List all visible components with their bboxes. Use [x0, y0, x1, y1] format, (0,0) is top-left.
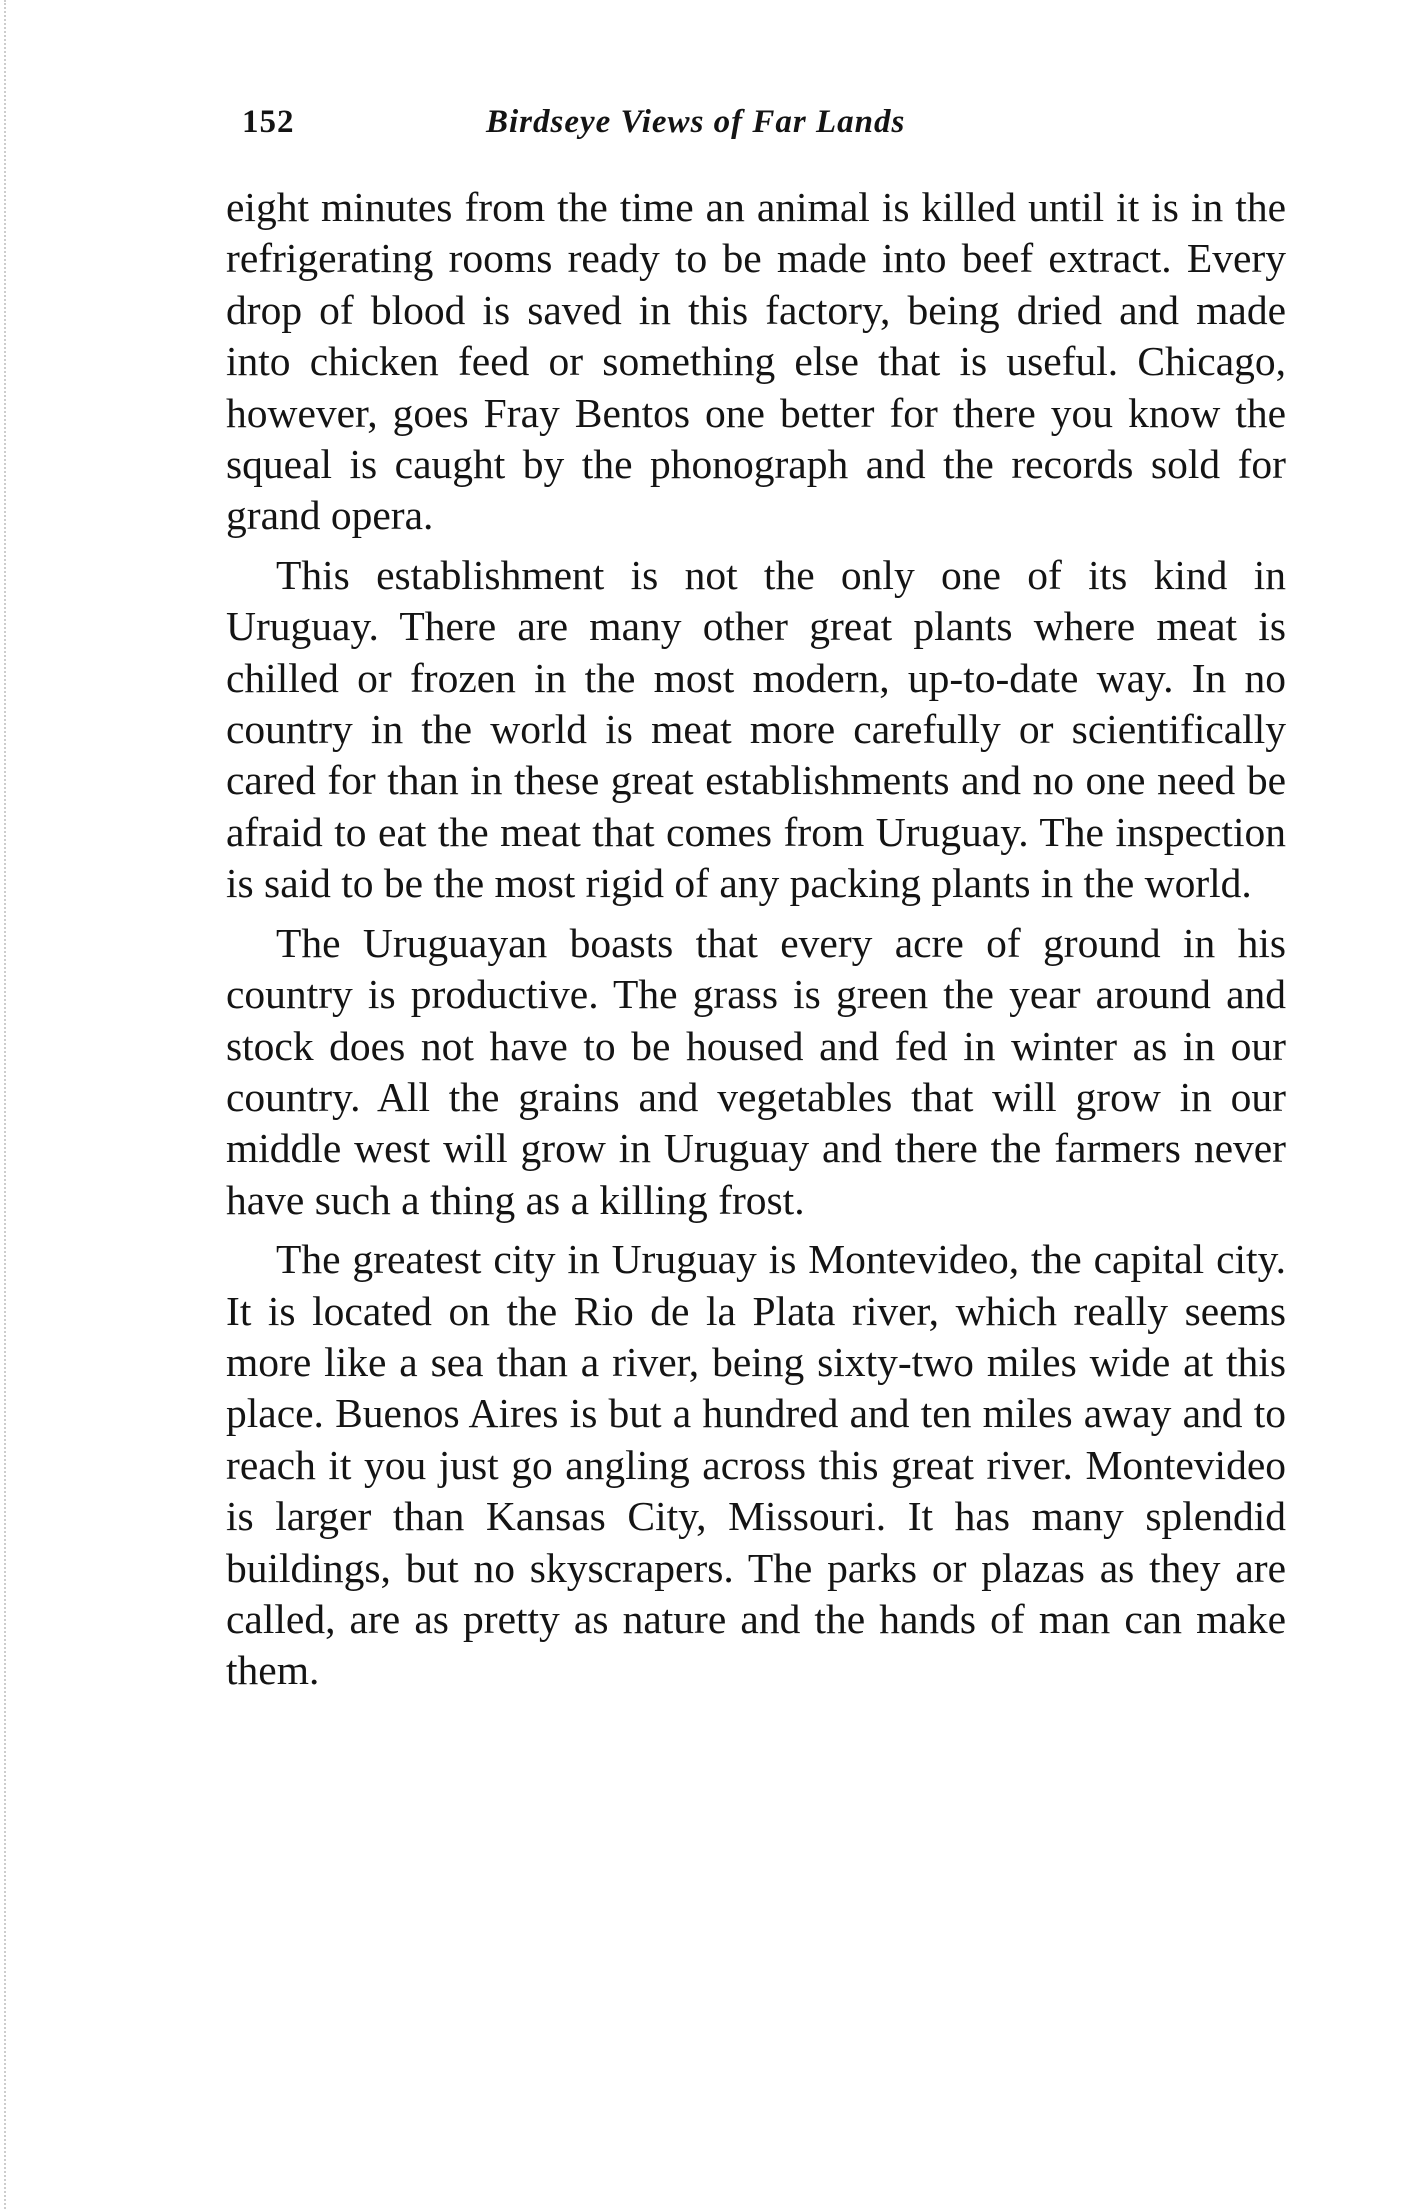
page-binding-edge: [4, 0, 8, 2209]
paragraph-1: eight minutes from the time an animal is killed until it is in the refrigerating rooms ready to be made into beef extract. Every drop of blood is saved in this factory, being dried and made into chicken feed or something else that is useful. Chicago, however, goes Fray Bentos one better for there you know the squeal is caught by the phonograph and the records sold for grand opera.: [226, 184, 1286, 539]
book-page: [226, 96, 1286, 1705]
paragraph-4: The greatest city in Uruguay is Montevideo, the capital city. It is located on the Rio de la Plata river, which really seems more like a sea than a river, being sixty-two miles wide at this place. Buenos Aires is but a hundred and ten miles away and to reach it you just go angling across this great river. Montevideo is larger than Kansas City, Missouri. It has many splendid buildings, but no skyscrapers. The parks or plazas as they are called, are as pretty as nature and the hands of man can make them.: [226, 1236, 1286, 1694]
paragraph-2: This establishment is not the only one of its kind in Uruguay. There are many other great plants where meat is chilled or frozen in the most modern, up-to-date way. In no country in the world is meat more carefully or scientifically cared for than in these great establishments and no one need be afraid to eat the meat that comes from Uruguay. The inspection is said to be the most rigid of any packing plants in the world.: [226, 551, 1286, 907]
page-number: 152: [242, 104, 295, 140]
book-title: Birdseye Views of Far Lands: [486, 104, 906, 140]
running-head: [226, 96, 1286, 148]
paragraph-3: The Uruguayan boasts that every acre of ground in his country is productive. The grass is green the year around and stock does not have to be housed and fed in winter as in our country. All the grains and vegetables that will grow in our middle west will grow in Uruguay and there the farmers never have such a thing as a killing frost.: [226, 919, 1286, 1223]
body-text: [226, 182, 1286, 1697]
